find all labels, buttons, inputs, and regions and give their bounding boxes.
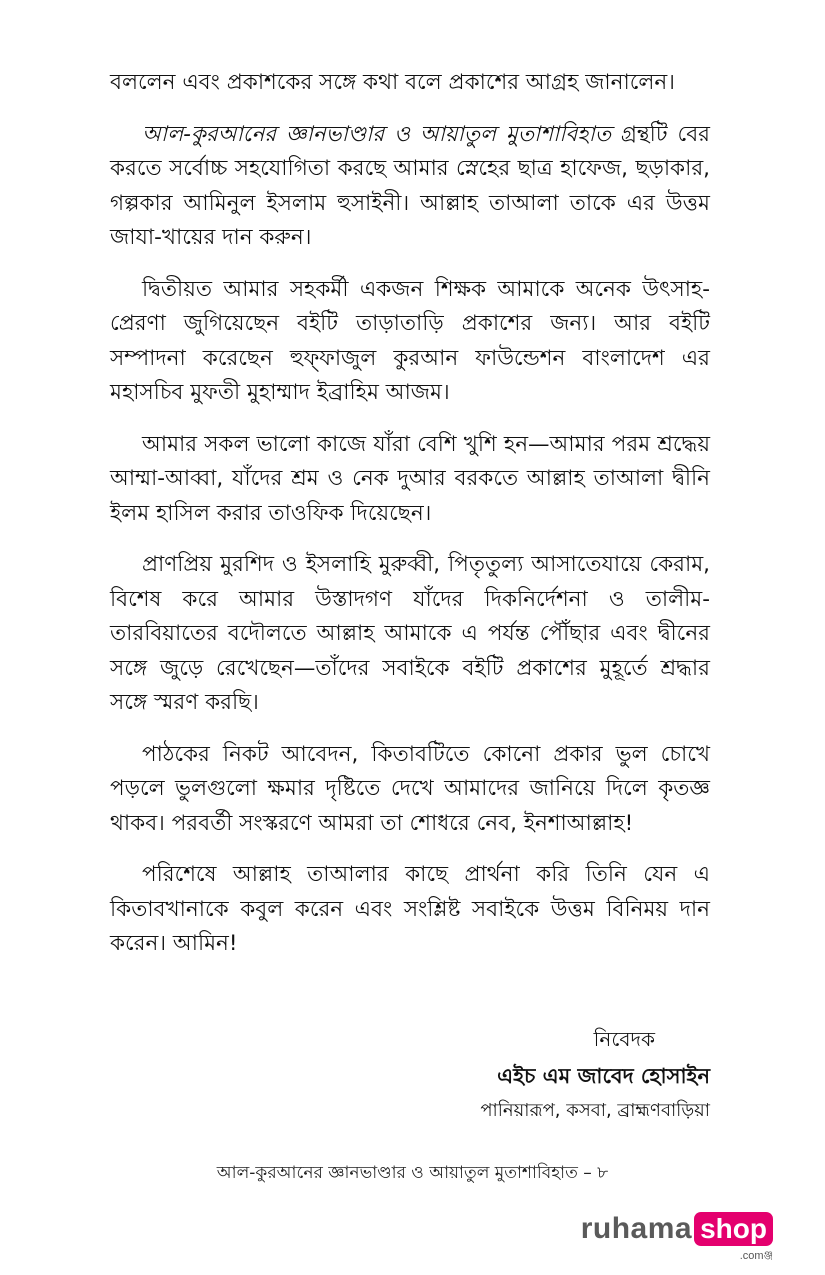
signature-block	[480, 1022, 710, 1126]
page-footer: আল-কুরআনের জ্ঞানভাণ্ডার ও আয়াতুল মুতাশাবিহাত – ৮	[216, 1163, 609, 1183]
author-place: পানিয়ারূপ, কসবা, ব্রাহ্মণবাড়িয়া	[480, 1100, 710, 1121]
logo-text-com: .comঞ্জ	[739, 1250, 773, 1262]
ruhamashop-logo	[581, 1212, 773, 1266]
author-name: এইচ এম জাবেদ হোসাইন	[497, 1064, 710, 1088]
paragraph-6: পাঠকের নিকট আবেদন, কিতাবটিতে কোনো প্রকার ভুল চোখে পড়লে ভুলগুলো ক্ষমার দৃষ্টিতে দেখে আমাদের জানিয়ে দিলে কৃতজ্ঞ থাকব। পরবর্তী সংস্করণে আমরা তা শোধরে নেব, ইনশাআল্লাহ!	[110, 741, 710, 836]
logo-text-shop: shop	[694, 1212, 773, 1246]
signature-label: নিবেদক	[593, 1027, 655, 1051]
paragraph-7: পরিশেষে আল্লাহ তাআলার কাছে প্রার্থনা করি তিনি যেন এ কিতাবখানাকে কবুল করেন এবং সংশ্লিষ্ট সবাইকে উত্তম বিনিময় দান করেন। আমিন!	[110, 862, 710, 956]
paragraph-5: প্রাণপ্রিয় মুরশিদ ও ইসলাহি মুরুব্বী, পিতৃতুল্য আসাতেযায়ে কেরাম, বিশেষ করে আমার উস্তাদগণ যাঁদের দিকনির্দেশনা ও তালীম-তারবিয়াতের বদৌলতে আল্লাহ আমাকে এ পর্যন্ত পৌঁছার এবং দ্বীনের সঙ্গে জুড়ে রেখেছেন—তাঁদের সবাইকে বইটি প্রকাশের মুহূর্তে শ্রদ্ধার সঙ্গে স্মরণ করছি।	[110, 552, 710, 715]
paragraph-1: বললেন এবং প্রকাশকের সঙ্গে কথা বলে প্রকাশের আগ্রহ জানালেন।	[110, 70, 675, 95]
paragraph-2	[110, 118, 710, 256]
paragraph-2-text: গ্রন্থটি বের করতে সর্বোচ্চ সহযোগিতা করছে আমার স্নেহের ছাত্র হাফেজ, ছড়াকার, গল্পকার আমিনুল ইসলাম হুসাইনী। আল্লাহ তাআলা তাকে এর উত্তম জাযা-খায়ের দান করুন।	[110, 121, 710, 250]
paragraph-4: আমার সকল ভালো কাজে যাঁরা বেশি খুশি হন—আমার পরম শ্রদ্ধেয় আম্মা-আব্বা, যাঁদের শ্রম ও নেক দুআর বরকতে আল্লাহ তাআলা দ্বীনি ইলম হাসিল করার তাওফিক দিয়েছেন।	[110, 431, 710, 526]
logo-text-ruhama: ruhama	[580, 1212, 693, 1245]
logo-shop-box	[694, 1212, 773, 1266]
paragraph-3: দ্বিতীয়ত আমার সহকর্মী একজন শিক্ষক আমাকে অনেক উৎসাহ-প্রেরণা জুগিয়েছেন বইটি তাড়াতাড়ি প্রকাশের জন্য। আর বইটি সম্পাদনা করেছেন হুফ্‌ফাজুল কুরআন ফাউন্ডেশন বাংলাদেশ এর মহাসচিব মুফতী মুহাম্মাদ ইব্রাহিম আজম।	[110, 276, 710, 405]
book-title-italic: আল-কুরআনের জ্ঞানভাণ্ডার ও আয়াতুল মুতাশাবিহাত	[142, 121, 611, 147]
document-body	[110, 66, 710, 979]
